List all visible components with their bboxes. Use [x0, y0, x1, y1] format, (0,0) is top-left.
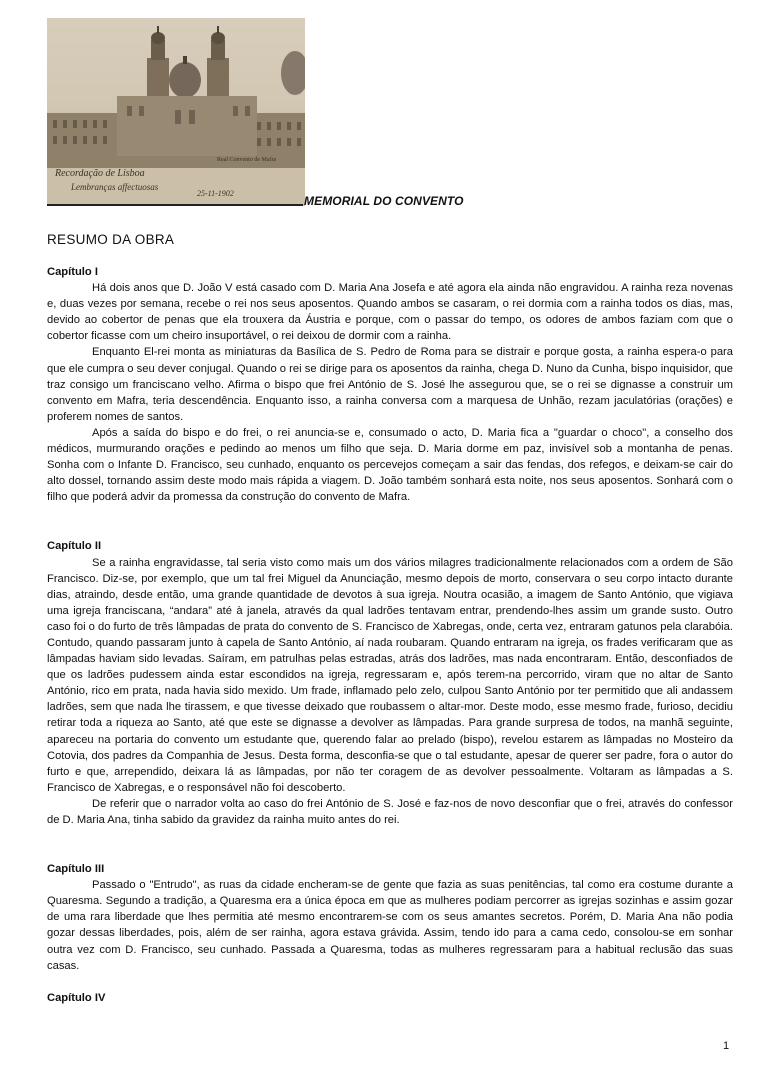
spacer — [47, 828, 733, 861]
chapter-label: Capítulo IV — [47, 991, 106, 1004]
postcard-caption: Recordação de Lisboa — [55, 168, 145, 179]
spacer — [47, 974, 733, 990]
page-title: MEMORIAL DO CONVENTO — [304, 194, 464, 208]
chapter-label: Capítulo II — [47, 540, 102, 553]
postcard-handwritten-date: 25-11-1902 — [197, 189, 234, 198]
convent-illustration — [47, 18, 305, 206]
page-number: 1 — [723, 1040, 730, 1052]
chapter-paragraph: Após a saída do bispo e do frei, o rei anuncia-se e, consumado o acto, D. Maria fica a "guardar o choco", a conselho dos médicos, murmurando orações e pedindo ao menos um filho que seja. D. Maria dorme em paz, invisível sob a montanha de penas. Sonha com o Infante D. Francisco, seu cunhado, enquanto os percevejos começam a sair das fendas, dos refegos, e deixam-se cair do alto dossel, tornando assim deste modo mais rápida a viagem. D. João também sonhará esta noite, nos seus aposentos. Sonhará com o filho que poderá advir da promessa da construção do convento de Mafra. — [47, 426, 733, 504]
chapter-paragraph: Se a rainha engravidasse, tal seria visto como mais um dos vários milagres tradicionalmente relacionados com a ordem de São Francisco. Diz-se, por exemplo, que um tal frei Miguel da Anunciação, mesmo depois de morto, conservara o seu corpo intacto durante dias, atraindo, desde então, uma grande quantidade de devotos à sua igreja. Noutra ocasião, a imagem de Santo António, que vigiava uma igreja franciscana, “andara” até à janela, através da qual ladrões tentavam entrar, prendendo-lhes assim um grande susto. Outro caso foi o do furto de três lâmpadas de prata do convento de S. Francisco de Xabregas, onde, certa vez, entraram gatunos pela clarabóia. Contudo, quando passaram junto à capela de Santo António, aí nada roubaram. Quando entraram na igreja, os frades verificaram que as lâmpadas haviam sido levadas. Saíram, em patrulhas pelas estradas, atrás dos ladrões, mas nada encontraram. Então, desconfiados de que os ladrões pudessem ainda estar escondidos na igreja, regressaram e, após terem-na percorrido, viram que no altar de Santo António, rico em prata, nada havia sido mexido. Um frade, inflamado pelo zelo, culpou Santo António por ter permitido que ali andassem ladrões, sem que nada lhe tirassem, e que tivesse deixado que roubassem o altar-mor. Deste modo, esse mesmo frade, furioso, decidiu retirar toda a riqueza ao Santo, até que este se dignasse a devolver as lâmpadas. Para grande surpresa de todos, na manhã seguinte, apareceu na portaria do convento um estudante que, querendo falar ao prelado (bispo), revelou estarem as lâmpadas no Mosteiro da Cotovia, dos padres da Companhia de Jesus. Desta forma, desconfia-se que o tal estudante, apesar de querer ser padre, fora o autor do furto e que, arrependido, deixara lá as lâmpadas, por não ter coragem de as devolver pessoalmente. Voltaram as lâmpadas a S. Francisco de Xabregas, e o responsável não foi descoberto. — [47, 556, 733, 794]
chapter-label: Capítulo III — [47, 863, 105, 876]
chapter-paragraph: Passado o "Entrudo", as ruas da cidade encheram-se de gente que fazia as suas penitências, tal como era costume durante a Quaresma. Segundo a tradição, a Quaresma era a única época em que as mulheres podiam percorrer as igrejas sozinhas e assim gozar de uma rara liberdade que lhes permitia até mesmo encontrarem-se com os seus amantes secretos. Porém, D. Maria Ana não podia gozar dessas liberdades, pois, além de ser rainha, agora estava grávida. Assim, tendo ido para a cama cedo, consolou-se em sonhar outra vez com D. Francisco, seu cunhado. Passada a Quaresma, todas as mulheres regressaram para a habitual reclusão das suas casas. — [47, 879, 733, 972]
photo-underline — [47, 204, 303, 206]
postcard-handwritten-note: Lembranças affectuosas — [71, 182, 159, 192]
chapter-paragraph: Há dois anos que D. João V está casado com D. Maria Ana Josefa e até agora ela ainda não engravidou. A rainha reza novenas e, duas vezes por semana, recebe o rei nos seus aposentos. Quando ambos se casaram, o rei dormia com a rainha todos os dias, mas, devido ao cobertor de penas que ela trouxera da Áustria e porque, com o passar do tempo, os odores de ambos faziam com que o cobertor ficasse com um cheiro insuportável, o rei deixou de dormir com a rainha. — [47, 282, 733, 343]
spacer — [47, 505, 733, 538]
chapter-paragraph: De referir que o narrador volta ao caso do frei António de S. José e faz-nos de novo desconfiar que o frei, através do confessor de D. Maria Ana, tinha sabido da gravidez da rainha muito antes do rei. — [47, 797, 733, 826]
postcard-building-label: Real Convento de Mafra — [217, 157, 277, 163]
document-body — [47, 264, 733, 1006]
chapter-paragraph: Enquanto El-rei monta as miniaturas da Basílica de S. Pedro de Roma para se distrair e porque gosta, a rainha espera-o para que ele cumpra o seu dever conjugal. Quando o rei se dirige para os aposentos da rainha, chega D. Nuno da Cunha, bispo inquisidor, que traz consigo um franciscano velho. Afirma o bispo que frei António de S. José lhe assegurou que, se o rei se dignasse a construir um convento em Mafra, teria descendência. Enquanto isso, a rainha conversa com a marquesa de Unhão, rezam jaculatórias (orações) e proferem nomes de santos. — [47, 346, 733, 423]
convent-postcard-photo — [47, 18, 305, 206]
chapter-label: Capítulo I — [47, 266, 98, 278]
section-heading: RESUMO DA OBRA — [47, 232, 175, 247]
